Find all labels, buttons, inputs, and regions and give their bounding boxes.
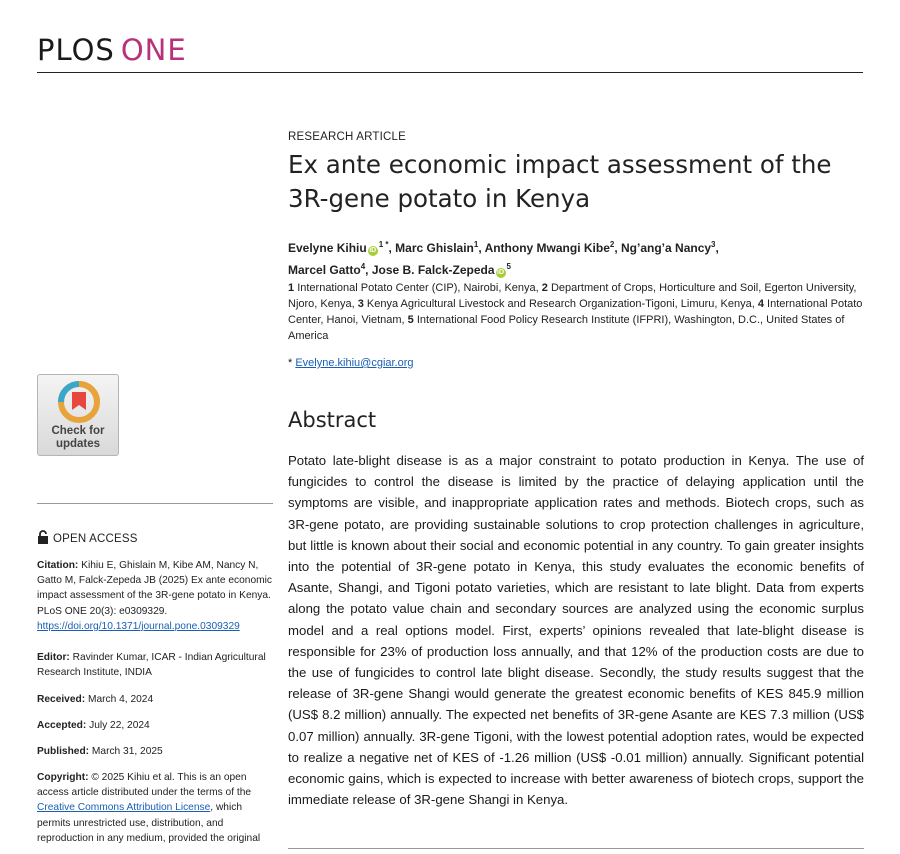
copyright-block — [37, 770, 273, 846]
open-access-label — [37, 530, 138, 545]
author[interactable]: Anthony Mwangi Kibe$^2$ — [484, 240, 615, 255]
published-date: March 31, 2025 — [91, 746, 163, 757]
logo-plos-text: PLOS — [37, 33, 115, 67]
email-link[interactable]: Evelyne.kihiu@cgiar.org — [295, 357, 414, 369]
sidebar-divider — [37, 503, 273, 504]
article-type: RESEARCH ARTICLE — [288, 131, 407, 143]
published-label: Published: — [37, 746, 90, 757]
accepted-block — [37, 718, 273, 733]
affiliation: Kenya Agricultural Livestock and Research Organization-Tigoni, Limuru, Kenya, — [366, 298, 755, 310]
citation-doi-link[interactable]: https://doi.org/10.1371/journal.pone.0309329 — [37, 620, 240, 632]
license-link[interactable]: Creative Commons Attribution License — [37, 802, 211, 814]
citation-text: Kihiu E, Ghislain M, Kibe AM, Nancy N, Gatto M, Falck-Zepeda JB (2025) Ex ante economic impact assessment of the 3R-gene potato in Kenya. PLoS ONE 20(3): e0309329. — [37, 560, 272, 617]
open-lock-icon — [37, 530, 49, 544]
affiliations: 1 International Potato Center (CIP), Nairobi, Kenya, 2 Department of Crops, Horticulture and Soil, Egerton University, Njoro, Kenya, 3 Kenya Agricultural Livestock and Research Organization-Tigoni, Limuru, Kenya, 4 International Potato Center, Hanoi, Vietnam, 5 International Food Policy Research Institute (IFPRI), Washington, D.C., United States of America — [288, 282, 863, 342]
check-for-updates-badge[interactable] — [37, 374, 119, 456]
published-block — [37, 744, 273, 759]
abstract-heading: Abstract — [288, 408, 377, 432]
author-list: Evelyne Kihiu $iD^{1 *}$, Marc Ghislain$^1$, Anthony Mwangi Kibe$^2$, Ng’ang’a Nancy$^3$, Marcel Gatto$^4$, Jose B. Falck-Zepeda $iD^5$ — [288, 240, 719, 277]
author[interactable]: Jose B. Falck-Zepeda $iD^5$ — [371, 261, 511, 277]
accepted-label: Accepted: — [37, 720, 87, 731]
open-access-text: OPEN ACCESS — [53, 533, 138, 545]
citation-block — [37, 558, 273, 634]
badge-line-1: Check for — [51, 425, 105, 437]
affiliation: International Potato Center (CIP), Nairobi, Kenya, — [297, 282, 539, 294]
orcid-icon[interactable]: iD — [497, 268, 505, 276]
editor-block — [37, 650, 273, 680]
editor-text: Ravinder Kumar, ICAR - Indian Agricultural Research Institute, INDIA — [37, 652, 266, 679]
copyright-text: © 2025 Kihiu et al. This is an open access article distributed under the terms of the — [37, 772, 252, 799]
author[interactable]: Marc Ghislain$^1$ — [395, 240, 479, 255]
received-block — [37, 692, 273, 707]
copyright-text-cont: , which permits unrestricted use, distribution, and reproduction in any medium, provided the original — [37, 802, 261, 844]
affiliation: International Food Policy Research Institute (IFPRI), Washington, D.C., United States of America — [288, 314, 845, 342]
abstract-text: Potato late-blight disease is as a major constraint to potato production in Kenya. The use of fungicides to control the disease is limited by the practice of delaying application until the symptoms are visible, and inappropriate application rates and methods. Biotech crops, such as 3R-gene potato, are providing sustainable solutions to crop protection challenges in agriculture, but little is known about their social and economic potential in any country. To gain greater insights into the potential of 3R-gene potato in Kenya, this study evaluates the economic benefits of Asante, Shangi, and Tigoni potato varieties, which are resistant to late blight. Data from experts along the potato value chain and secondary sources are analyzed using the economic surplus model and a real options model. First, experts’ opinions revealed that late-blight disease is responsible for 23% of production loss annually, and that 12% of the production costs are due to the use of fungicides to control late blight disease. Secondly, the study results suggest that the release of 3R-gene Shangi would generate the greatest economic benefits of KES 845.9 million (US$ 8.2 million) annually. The expected net benefits of 3R-gene Asante are KES 7.3 million (US$ 0.07 million) annually. 3R-gene Tigoni, with the lowest potential adoption rates, would be expected to realize a negative net of KES of -1.26 million (US$ -0.01 million) annually. Significant potential economic gains, which is expected to increase with better awareness of biotech crops, support the immediate release of 3R-gene Shangi in Kenya. — [288, 453, 864, 808]
copyright-label: Copyright: — [37, 772, 89, 783]
received-date: March 4, 2024 — [87, 694, 154, 705]
plos-one-logo[interactable] — [37, 28, 863, 72]
footer-divider — [288, 848, 864, 849]
corresponding-email: * Evelyne.kihiu@cgiar.org — [288, 357, 414, 369]
citation-label: Citation: — [37, 560, 79, 571]
journal-header — [37, 28, 863, 73]
crossmark-icon — [56, 380, 102, 426]
accepted-date: July 22, 2024 — [89, 720, 150, 731]
orcid-icon[interactable]: iD — [369, 247, 377, 254]
logo-one-text: ONE — [120, 33, 187, 67]
article-title: Ex ante economic impact assessment of the 3R-gene potato in Kenya — [288, 150, 832, 213]
editor-label: Editor: — [37, 652, 70, 663]
badge-line-2: updates — [55, 438, 101, 450]
author[interactable]: Ng’ang’a Nancy$^3$ — [621, 240, 716, 255]
affiliation: Department of Crops, Horticulture and Soil, Egerton University, Njoro, Kenya, — [288, 282, 857, 310]
received-label: Received: — [37, 694, 86, 705]
affiliation: International Potato Center, Hanoi, Vietnam, — [288, 298, 863, 326]
author[interactable]: Marcel Gatto$^4$ — [288, 261, 366, 277]
author[interactable]: Evelyne Kihiu $iD^{1 *}$ — [288, 240, 389, 255]
check-for-updates-label — [38, 425, 118, 451]
